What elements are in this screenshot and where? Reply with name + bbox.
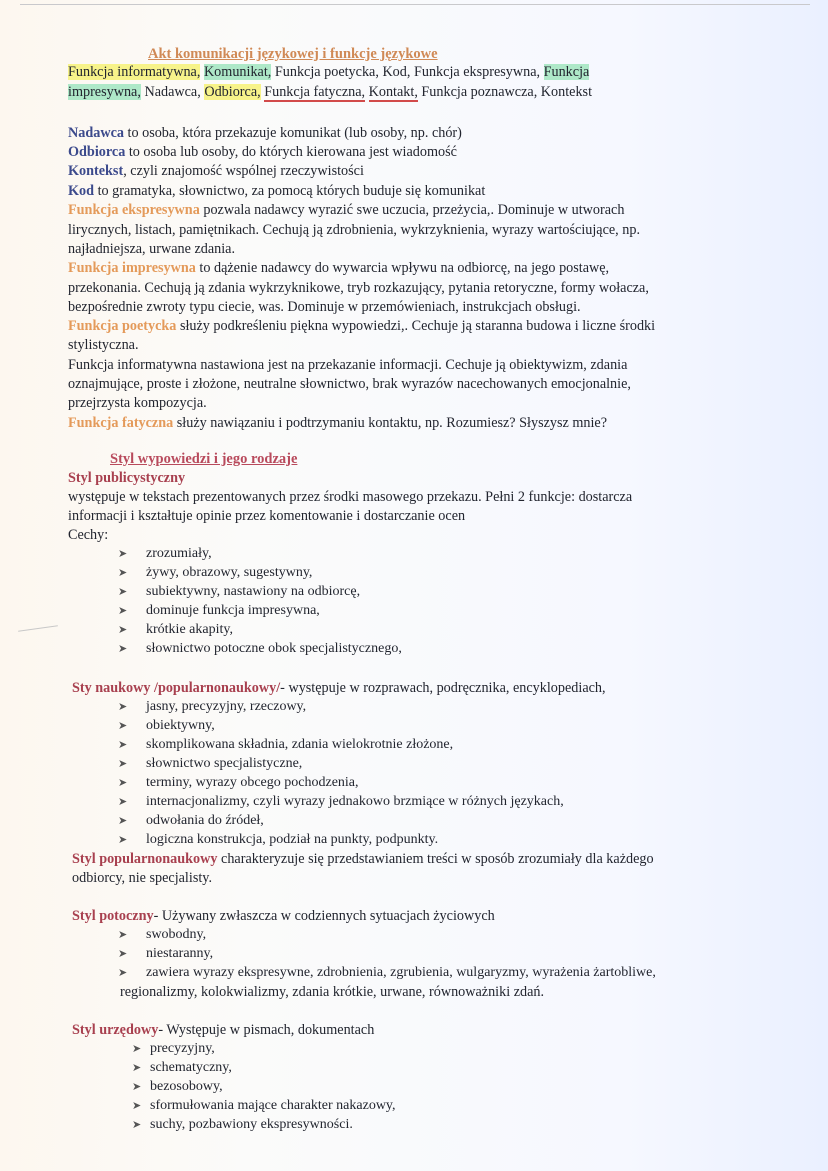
arrow-bullet-icon: ➤ (118, 585, 128, 598)
list-item (118, 945, 213, 963)
arrow-bullet-icon: ➤ (132, 1061, 142, 1074)
list-item (132, 1097, 396, 1115)
style-heading: Styl potoczny (72, 908, 154, 924)
def-text: to gramatyka, słownictwo, za pomocą których buduje się komunikat (94, 183, 486, 199)
term-label: Funkcja poetycka (68, 318, 177, 334)
def-text: to dążenie nadawcy do wywarcia wpływu na odbiorcę, na jego postawę, (195, 260, 610, 276)
term-text: Kod, (382, 64, 411, 80)
term-label: Kontekst (68, 163, 124, 179)
arrow-bullet-icon: ➤ (118, 776, 128, 789)
section-title: Styl wypowiedzi i jego rodzaje (110, 451, 298, 467)
list-item (132, 1040, 215, 1058)
list-item (132, 1078, 223, 1096)
list-item (118, 755, 302, 773)
def-text: , czyli znajomość wspólnej rzeczywistości (123, 163, 364, 179)
list-item-text: schematyczny, (150, 1060, 232, 1075)
style-heading: Styl urzędowy (72, 1022, 159, 1038)
list-item-text: suchy, pozbawiony ekspresywności. (150, 1117, 353, 1132)
arrow-bullet-icon: ➤ (132, 1080, 142, 1093)
style-heading: Styl popularnonaukowy (72, 851, 218, 867)
arrow-bullet-icon: ➤ (118, 700, 128, 713)
list-item (118, 583, 360, 601)
list-item-text: zrozumiały, (146, 546, 212, 561)
style-heading: Sty naukowy /popularnonaukowy/ (72, 680, 281, 696)
list-item-text: precyzyjny, (150, 1041, 215, 1056)
list-item (118, 793, 564, 811)
style-text-line: Cechy: (68, 527, 109, 543)
list-item-text: subiektywny, nastawiony na odbiorcę, (146, 584, 361, 599)
list-item (118, 640, 402, 658)
list-item-text: bezosobowy, (150, 1079, 223, 1094)
arrow-bullet-icon: ➤ (118, 566, 128, 579)
def-kod (68, 182, 485, 200)
list-item-text: internacjonalizmy, czyli wyrazy jednakowo brzmiące w różnych językach, (146, 794, 564, 809)
arrow-bullet-icon: ➤ (118, 833, 128, 846)
def-text: pozwala nadawcy wyrazić swe uczucia, przeżycia,. Dominuje w utworach (199, 202, 625, 218)
term-text: Funkcja ekspresywna, (413, 64, 541, 80)
terms-line-2 (68, 83, 592, 101)
list-item-text: zawiera wyrazy ekspresywne, zdrobnienia, zgrubienia, wulgaryzmy, wyrażenia żartobliwe, (146, 965, 656, 980)
arrow-bullet-icon: ➤ (118, 623, 128, 636)
style-text: - Występuje w pismach, dokumentach (158, 1022, 375, 1038)
list-item-text: logiczna konstrukcja, podział na punkty, podpunkty. (146, 832, 439, 847)
term-highlight: impresywna, (68, 84, 141, 100)
style-text: charakteryzuje się przedstawianiem treści w sposób zrozumiały dla każdego (217, 851, 654, 867)
style-text-line: odbiorcy, nie specjalisty. (72, 870, 212, 886)
def-text-line: przejrzysta kompozycja. (68, 395, 207, 411)
list-item (118, 717, 215, 735)
list-item (118, 602, 320, 620)
arrow-bullet-icon: ➤ (118, 604, 128, 617)
arrow-bullet-icon: ➤ (132, 1042, 142, 1055)
list-item-text: jasny, precyzyjny, rzeczowy, (146, 699, 307, 714)
term-label: Odbiorca (68, 144, 126, 160)
term-highlight: Odbiorca, (204, 84, 261, 100)
list-item-text: obiektywny, (146, 718, 215, 733)
list-item-text: słownictwo specjalistyczne, (146, 756, 303, 771)
list-item (118, 736, 453, 754)
def-text-line: przekonania. Cechują ją zdania wykrzyknikowe, tryb rozkazujący, pytania retoryczne, formy wołacza, (68, 280, 649, 296)
arrow-bullet-icon: ➤ (118, 738, 128, 751)
style-text: - Używany zwłaszcza w codziennych sytuacjach życiowych (153, 908, 495, 924)
document-title: Akt komunikacji językowej i funkcje językowe (148, 46, 438, 62)
term-label: Nadawca (68, 125, 124, 141)
arrow-bullet-icon: ➤ (118, 642, 128, 655)
term-highlight: Funkcja (543, 64, 590, 80)
term-label: Funkcja fatyczna (68, 415, 174, 431)
def-text-line: bezpośrednie zwroty typu ciecie, was. Dominuje w przemówieniach, instrukcjach obsługi. (68, 299, 581, 315)
term-text: Nadawca, (144, 84, 201, 100)
list-item-text: dominuje funkcja impresywna, (146, 603, 320, 618)
def-poetycka (68, 317, 655, 335)
scan-fold-mark (18, 625, 58, 632)
list-item (118, 926, 206, 944)
list-item-text: sformułowania mające charakter nakazowy, (150, 1098, 396, 1113)
style-text-line: informacji i kształtuje opinie przez komentowanie i dostarczanie ocen (68, 508, 466, 524)
list-item (132, 1059, 232, 1077)
list-item-text: krótkie akapity, (146, 622, 233, 637)
arrow-bullet-icon: ➤ (118, 547, 128, 560)
term-text: Funkcja poetycka, (274, 64, 379, 80)
style-text-line: regionalizmy, kolokwializmy, zdania krótkie, urwane, równoważniki zdań. (120, 984, 545, 1000)
arrow-bullet-icon: ➤ (132, 1118, 142, 1131)
style-urzedowy (72, 1021, 374, 1039)
def-text: służy nawiązaniu i podtrzymaniu kontaktu, np. Rozumiesz? Słyszysz mnie? (173, 415, 608, 431)
list-item-text: swobodny, (146, 927, 207, 942)
arrow-bullet-icon: ➤ (132, 1099, 142, 1112)
arrow-bullet-icon: ➤ (118, 966, 128, 979)
list-item-text: niestaranny, (146, 946, 214, 961)
list-item-text: odwołania do źródeł, (146, 813, 264, 828)
arrow-bullet-icon: ➤ (118, 928, 128, 941)
def-text: to osoba, która przekazuje komunikat (lub osoby, np. chór) (123, 125, 462, 141)
arrow-bullet-icon: ➤ (118, 947, 128, 960)
list-item (118, 964, 656, 982)
list-item (118, 831, 438, 849)
list-item-text: słownictwo potoczne obok specjalistycznego, (146, 641, 402, 656)
list-item (118, 564, 312, 582)
def-nadawca (68, 124, 462, 142)
def-text: służy podkreśleniu piękna wypowiedzi,. Cechuje ją staranna budowa i liczne środki (176, 318, 656, 334)
terms-line-1 (68, 63, 589, 81)
term-underlined: Funkcja fatyczna, (264, 84, 366, 100)
arrow-bullet-icon: ➤ (118, 719, 128, 732)
def-fatyczna (68, 414, 607, 432)
scan-edge-line (20, 4, 810, 5)
style-potoczny (72, 907, 495, 925)
def-impresywna (68, 259, 609, 277)
list-item-text: terminy, wyrazy obcego pochodzenia, (146, 775, 359, 790)
style-text-line: występuje w tekstach prezentowanych przez środki masowego przekazu. Pełni 2 funkcje: dostarcza (68, 489, 633, 505)
term-text: Funkcja poznawcza, Kontekst (421, 84, 593, 100)
arrow-bullet-icon: ➤ (118, 757, 128, 770)
term-highlight: Komunikat, (203, 64, 272, 80)
arrow-bullet-icon: ➤ (118, 814, 128, 827)
list-item-text: skomplikowana składnia, zdania wielokrotnie złożone, (146, 737, 454, 752)
list-item (118, 545, 212, 563)
def-text-line: lirycznych, listach, pamiętnikach. Cechują ją zdrobnienia, wykrzyknienia, wyrazy wartościujące, np. (68, 222, 641, 238)
list-item (118, 621, 233, 639)
def-ekspresywna (68, 201, 624, 219)
term-highlight: Funkcja informatywna, (68, 64, 201, 80)
term-label: Funkcja ekspresywna (68, 202, 200, 218)
term-label: Funkcja impresywna (68, 260, 196, 276)
def-odbiorca (68, 143, 457, 161)
list-item (118, 698, 306, 716)
def-text-line: stylistyczna. (68, 337, 139, 353)
list-item (118, 774, 359, 792)
list-item (118, 812, 264, 830)
def-text-line: oznajmujące, proste i złożone, neutralne słownictwo, brak wyrazów nacechowanych emocjonalnie, (68, 376, 631, 392)
def-text-line: najładniejsza, urwane zdania. (68, 241, 236, 257)
style-popularnonaukowy (72, 850, 654, 868)
arrow-bullet-icon: ➤ (118, 795, 128, 808)
def-text: to osoba lub osoby, do których kierowana jest wiadomość (125, 144, 457, 160)
def-kontekst (68, 162, 364, 180)
style-naukowy (72, 679, 606, 697)
term-label: Kod (68, 183, 95, 199)
list-item-text: żywy, obrazowy, sugestywny, (146, 565, 313, 580)
style-text: - występuje w rozprawach, podręcznika, encyklopediach, (280, 680, 606, 696)
term-underlined: Kontakt, (368, 84, 418, 100)
def-text-line: Funkcja informatywna nastawiona jest na przekazanie informacji. Cechuje ją obiektywizm, zdania (68, 357, 628, 373)
list-item (132, 1116, 353, 1134)
style-heading: Styl publicystyczny (68, 470, 186, 486)
